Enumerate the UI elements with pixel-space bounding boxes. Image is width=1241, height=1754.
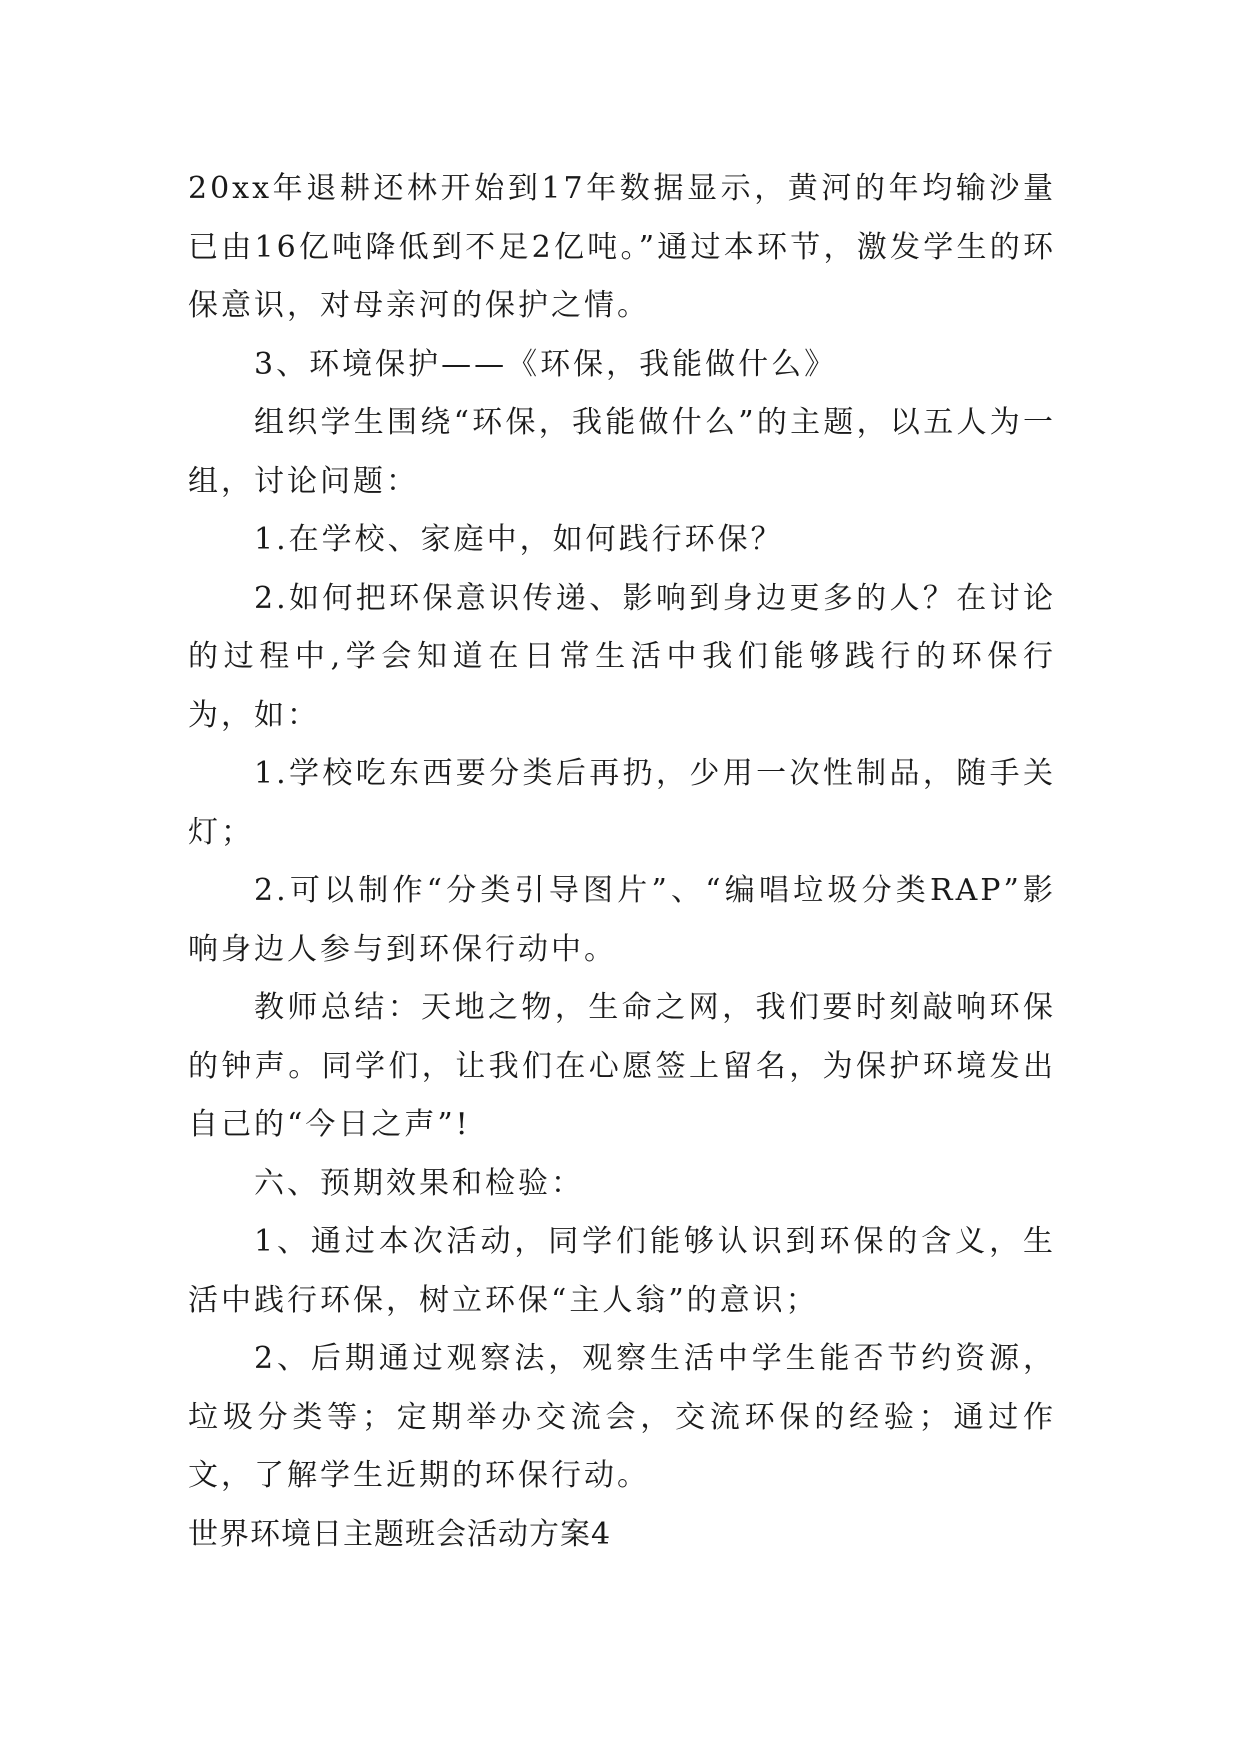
paragraph-discussion-intro: 组织学生围绕“环保，我能做什么”的主题，以五人为一组，讨论问题：: [188, 405, 1056, 499]
paragraph-section-3-title: 3、环境保护——《环保，我能做什么》: [254, 346, 838, 382]
paragraph-example-2: 2.可以制作“分类引导图片”、“编唱垃圾分类RAP”影响身边人参与到环保行动中。: [188, 873, 1056, 967]
paragraph-continuation: 20xx年退耕还林开始到17年数据显示，黄河的年均输沙量已由16亿吨降低到不足2亿吨。”通过本环节，激发学生的环保意识，对母亲河的保护之情。: [188, 171, 1056, 323]
paragraph-example-1: 1.学校吃东西要分类后再扔，少用一次性制品，随手关灯；: [188, 756, 1056, 850]
paragraph-question-1: 1.在学校、家庭中，如何践行环保？: [254, 522, 784, 557]
paragraph-teacher-summary: 教师总结：天地之物，生命之网，我们要时刻敲响环保的钟声。同学们，让我们在心愿签上留名，为保护环境发出自己的“今日之声”!: [188, 990, 1056, 1142]
paragraph-question-2: 2.如何把环保意识传递、影响到身边更多的人？在讨论的过程中,学会知道在日常生活中我们能够践行的环保行为，如：: [188, 580, 1056, 733]
section-heading: 世界环境日主题班会活动方案4: [188, 1516, 612, 1552]
paragraph-section-6-title: 六、预期效果和检验：: [254, 1165, 584, 1201]
paragraph-effect-1: 1、通过本次活动，同学们能够认识到环保的含义，生活中践行环保，树立环保“主人翁”的意识；: [188, 1224, 1056, 1318]
document-body: [188, 160, 1056, 1564]
paragraph-effect-2: 2、后期通过观察法，观察生活中学生能否节约资源，垃圾分类等；定期举办交流会，交流环保的经验；通过作文，了解学生近期的环保行动。: [188, 1341, 1056, 1493]
